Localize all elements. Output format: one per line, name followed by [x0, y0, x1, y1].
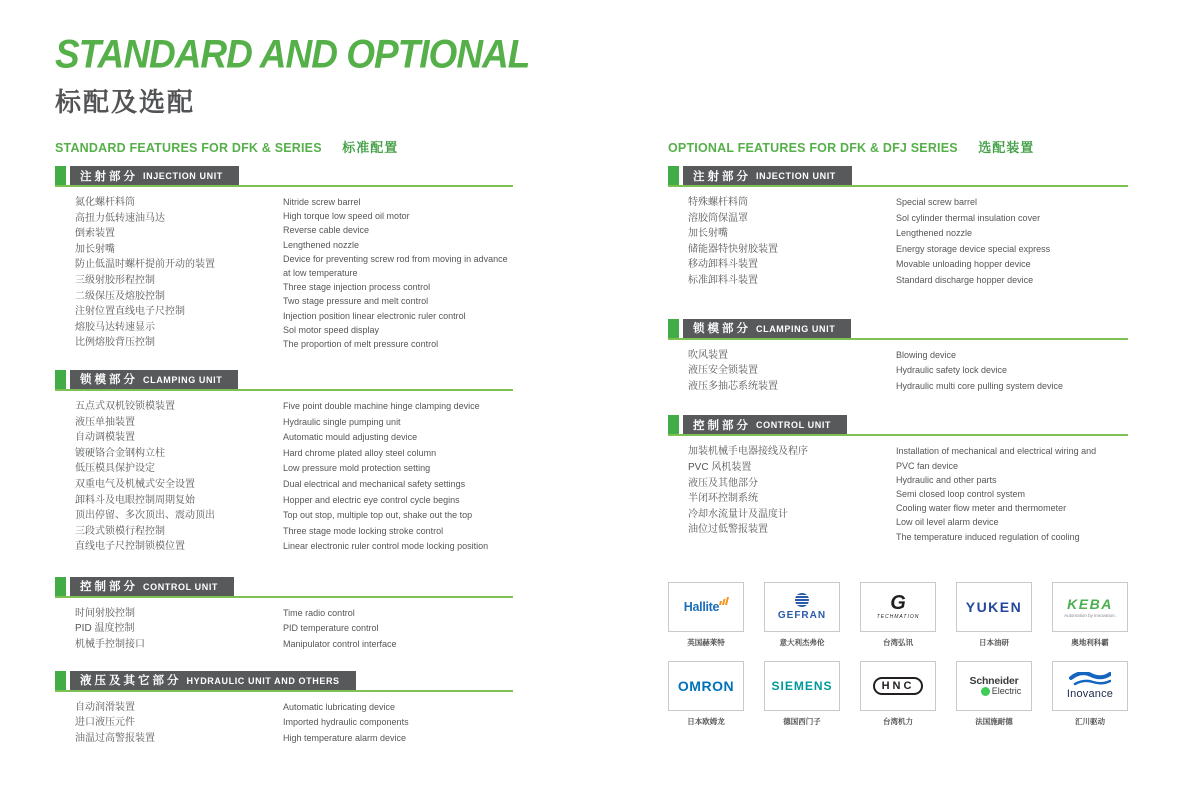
- feature-item-zh: 顶出停留、多次顶出、震动顶出: [75, 510, 215, 522]
- brand-card-omron: [668, 661, 744, 711]
- feature-item-zh: 液压安全锁装置: [688, 365, 758, 377]
- feature-item-en: Semi closed loop control system: [896, 488, 1026, 499]
- feature-item-zh: 比例熔胶背压控制: [75, 337, 155, 349]
- feature-item-zh: PVC 风机装置: [688, 461, 752, 473]
- section-title-zh: 注射部分: [693, 170, 751, 183]
- section-title-en: CONTROL UNIT: [756, 420, 832, 431]
- feature-item-en: Reverse cable device: [283, 225, 370, 236]
- feature-list-zh: [688, 195, 893, 289]
- brand-caption: 台湾弘讯: [883, 637, 913, 647]
- feature-list-en: [283, 195, 514, 351]
- section-title-en: INJECTION UNIT: [143, 171, 223, 181]
- brand-caption: 意大利杰弗伦: [779, 637, 825, 647]
- schneider-electric-row: Electric: [981, 686, 1022, 696]
- section-header: [55, 577, 513, 598]
- feature-item-en: Low pressure mold protection setting: [283, 463, 431, 474]
- feature-item-zh: 二级保压及熔胶控制: [75, 290, 165, 302]
- feature-item-en: Hopper and electric eye control cycle begins: [283, 494, 460, 505]
- feature-item-zh: 特殊螺杆料筒: [688, 197, 748, 208]
- standard-subtitle-en: STANDARD FEATURES FOR DFK & SERIES: [55, 141, 322, 155]
- section-body: [55, 399, 513, 555]
- brand-caption: 台湾机力: [883, 716, 913, 726]
- feature-item-en: Hydraulic and other parts: [896, 474, 997, 485]
- standard-subtitle-zh: 标准配置: [342, 140, 399, 155]
- section-header-bar: [70, 370, 238, 389]
- feature-item-en: Standard discharge hopper device: [896, 274, 1034, 285]
- brand-card-schneider: [956, 661, 1032, 711]
- section-optional-control-unit: [668, 415, 1128, 542]
- feature-list-en: [896, 348, 1127, 395]
- section-header: [55, 166, 513, 187]
- section-body: [668, 195, 1128, 289]
- feature-item-zh: 加装机械手电器接线及程序: [688, 446, 808, 458]
- section-header: [668, 319, 1128, 340]
- feature-item-zh: 低压模具保护设定: [75, 463, 155, 475]
- keba-logo: KEBA: [1067, 595, 1113, 612]
- brand-omron: [668, 661, 744, 727]
- section-underline: [668, 338, 1128, 340]
- section-title-en: HYDRAULIC UNIT AND OTHERS: [186, 675, 340, 686]
- feature-item-en: Injection position linear electronic ruler control: [283, 310, 466, 321]
- section-title-zh: 锁模部分: [80, 374, 138, 387]
- feature-item-en: Lengthened nozzle: [283, 239, 360, 250]
- brand-gefran: [764, 582, 840, 648]
- section-body: [668, 348, 1128, 395]
- feature-item-en: Two stage pressure and melt control: [283, 296, 429, 307]
- feature-item-en: Hydraulic safety lock device: [896, 365, 1008, 376]
- feature-item-zh: 油温过高警报装置: [75, 732, 155, 744]
- hallite-logo: Hallite: [684, 600, 728, 614]
- feature-item-en: Three stage mode locking stroke control: [283, 525, 444, 536]
- siemens-logo: SIEMENS: [771, 678, 833, 693]
- section-title-en: CONTROL UNIT: [143, 581, 219, 592]
- green-square-marker: [55, 577, 66, 596]
- hallite-flame-icon: [719, 597, 729, 605]
- section-standard-injection-unit: [55, 166, 513, 351]
- feature-item-zh: 液压单抽装置: [75, 416, 135, 428]
- brand-card-techmation: [860, 582, 936, 632]
- section-standard-clamping-unit: [55, 370, 513, 555]
- feature-item-zh: 机械手控制接口: [75, 639, 145, 651]
- feature-item-zh: 时间射胶控制: [75, 607, 135, 619]
- brand-card-yuken: [956, 582, 1032, 632]
- section-header: [55, 671, 513, 692]
- section-underline: [668, 185, 1128, 187]
- green-square-marker: [668, 166, 679, 185]
- feature-item-en: Automatic lubricating device: [283, 701, 396, 712]
- section-header: [55, 370, 513, 391]
- green-square-marker: [55, 166, 66, 185]
- green-square-marker: [55, 370, 66, 389]
- feature-list-zh: [75, 399, 280, 555]
- section-body: [55, 606, 513, 653]
- section-standard-hydraulic-unit: [55, 671, 513, 747]
- gefran-logo: GEFRAN: [777, 609, 827, 621]
- hnc-logo: HNC: [873, 677, 924, 695]
- feature-item-en: Linear electronic ruler control mode locking position: [283, 541, 489, 552]
- feature-list-zh: [688, 444, 893, 538]
- feature-item-en: Cooling water flow meter and thermometer: [896, 503, 1067, 514]
- section-header-bar: [683, 166, 852, 185]
- feature-item-zh: 进口液压元件: [75, 717, 135, 729]
- section-title-zh: 液压及其它部分: [80, 675, 182, 688]
- feature-item-zh: 高扭力低转速油马达: [75, 212, 165, 224]
- brand-card-hallite: [668, 582, 744, 632]
- feature-item-en: Imported hydraulic components: [283, 717, 409, 728]
- brand-card-inovance: [1052, 661, 1128, 711]
- section-standard-control-unit: [55, 577, 513, 653]
- feature-list-zh: [75, 606, 280, 653]
- section-header-bar: [70, 671, 356, 690]
- omron-logo: OMRON: [677, 677, 735, 694]
- brand-caption: 英国赫莱特: [687, 637, 725, 647]
- feature-item-zh: 直线电子尺控制锁模位置: [75, 541, 185, 553]
- gefran-globe-icon: [795, 593, 809, 607]
- feature-list-zh: [688, 348, 893, 395]
- feature-item-en: Low oil level alarm device: [896, 517, 999, 528]
- keba-tagline: Automation by innovation.: [1064, 612, 1116, 618]
- feature-item-en: Blowing device: [896, 349, 957, 360]
- feature-item-zh: 防止低温时螺杆提前开动的装置: [75, 259, 215, 271]
- section-title-zh: 注射部分: [80, 170, 138, 183]
- feature-item-zh: 卸料斗及电眼控制周期复始: [75, 494, 195, 506]
- feature-item-en: Dual electrical and mechanical safety settings: [283, 478, 466, 489]
- section-title-en: CLAMPING UNIT: [143, 374, 223, 385]
- feature-item-en: Lengthened nozzle: [896, 228, 973, 239]
- feature-item-zh: 标准卸料斗装置: [688, 274, 758, 286]
- feature-item-zh: 冷却水流量计及温度计: [688, 508, 788, 520]
- brand-yuken: [956, 582, 1032, 648]
- feature-list-en: [896, 195, 1127, 289]
- feature-item-zh: 五点式双机铰锁模装置: [75, 400, 175, 412]
- page-title-en: STANDARD AND OPTIONAL: [55, 32, 530, 77]
- feature-item-zh: 溶胶筒保温罩: [688, 212, 748, 224]
- brand-card-gefran: [764, 582, 840, 632]
- green-square-marker: [668, 415, 679, 434]
- feature-item-zh: 双重电气及机械式安全设置: [75, 478, 195, 490]
- section-underline: [668, 434, 1128, 436]
- brand-card-siemens: [764, 661, 840, 711]
- feature-list-en: [283, 606, 514, 653]
- feature-item-zh: 注射位置直线电子尺控制: [75, 306, 185, 318]
- inovance-logo: Inovance: [1066, 687, 1114, 700]
- section-title-en: INJECTION UNIT: [756, 171, 836, 181]
- feature-list-en: [283, 399, 514, 555]
- brand-caption: 法国施耐德: [975, 716, 1013, 726]
- feature-item-zh: 三段式锁模行程控制: [75, 525, 165, 537]
- section-title-zh: 锁模部分: [693, 323, 751, 336]
- feature-item-en: Hard chrome plated alloy steel column: [283, 447, 437, 458]
- feature-item-zh: 镀硬铬合金钢构立柱: [75, 447, 165, 459]
- feature-item-en: Sol cylinder thermal insulation cover: [896, 212, 1041, 223]
- brand-hallite: [668, 582, 744, 648]
- feature-item-en: High temperature alarm device: [283, 732, 407, 743]
- feature-item-en: Hydraulic single pumping unit: [283, 416, 401, 427]
- feature-item-zh: 油位过低警报装置: [688, 524, 768, 536]
- techmation-logo: TECHMATION: [876, 613, 920, 620]
- section-header-bar: [70, 577, 234, 596]
- optional-subtitle: [668, 130, 1128, 153]
- feature-item-en: Movable unloading hopper device: [896, 259, 1031, 270]
- feature-item-zh: 自动润滑装置: [75, 701, 135, 713]
- brand-caption: 奥地利科霸: [1071, 637, 1109, 647]
- feature-item-en: Five point double machine hinge clamping device: [283, 400, 480, 411]
- section-underline: [55, 596, 513, 598]
- feature-item-en: Device for preventing screw rod from moving in advance at low temperature: [283, 253, 508, 279]
- inovance-wave-icon: [1069, 672, 1111, 687]
- brand-schneider: [956, 661, 1032, 727]
- brand-siemens: [764, 661, 840, 727]
- feature-item-zh: 液压多抽芯系统装置: [688, 380, 778, 392]
- feature-item-zh: 氮化螺杆料筒: [75, 197, 135, 208]
- optional-features-column: [668, 130, 1128, 727]
- feature-item-en: The temperature induced regulation of cooling: [896, 531, 1080, 542]
- feature-list-zh: [75, 700, 280, 747]
- section-body: [668, 444, 1128, 542]
- feature-item-en: Nitride screw barrel: [283, 197, 361, 207]
- section-optional-clamping-unit: [668, 319, 1128, 395]
- optional-subtitle-zh: 选配装置: [978, 140, 1035, 155]
- feature-item-en: Installation of mechanical and electrical wiring and: [896, 446, 1097, 457]
- brand-keba: [1052, 582, 1128, 648]
- feature-item-zh: 加长射嘴: [688, 228, 728, 240]
- brand-caption: 日本油研: [979, 637, 1009, 647]
- section-header: [668, 166, 1128, 187]
- brand-caption: 日本欧姆龙: [687, 716, 725, 726]
- section-header: [668, 415, 1128, 436]
- schneider-green-icon: [981, 687, 990, 696]
- section-body: [55, 700, 513, 747]
- feature-item-zh: 熔胶马达转速显示: [75, 321, 155, 333]
- page-title-block: [55, 32, 529, 119]
- page-title-zh: 标配及选配: [55, 87, 196, 117]
- section-underline: [55, 690, 513, 692]
- feature-list-zh: [75, 195, 280, 351]
- feature-item-zh: 加长射嘴: [75, 243, 115, 255]
- feature-item-zh: PID 温度控制: [75, 623, 135, 635]
- feature-item-en: High torque low speed oil motor: [283, 211, 410, 222]
- section-optional-injection-unit: [668, 166, 1128, 289]
- feature-item-en: Hydraulic multi core pulling system device: [896, 380, 1064, 391]
- feature-item-en: The proportion of melt pressure control: [283, 339, 439, 350]
- feature-item-zh: 半闭环控制系统: [688, 493, 758, 505]
- section-underline: [55, 185, 513, 187]
- section-title-zh: 控制部分: [80, 581, 138, 594]
- brand-card-hnc: [860, 661, 936, 711]
- supplier-brands-grid: [668, 582, 1128, 727]
- feature-list-en: [283, 700, 514, 747]
- green-square-marker: [55, 671, 66, 690]
- schneider-logo: Schneider: [969, 675, 1019, 688]
- feature-item-zh: 倒索装置: [75, 228, 115, 240]
- techmation-g-icon: G: [890, 591, 906, 614]
- feature-item-zh: 移动卸料斗装置: [688, 259, 758, 271]
- standard-features-column: [55, 130, 513, 746]
- section-title-en: CLAMPING UNIT: [756, 323, 836, 334]
- feature-item-zh: 三级射胶形程控制: [75, 274, 155, 286]
- brand-hnc: [860, 661, 936, 727]
- feature-item-zh: 储能器特快射胶装置: [688, 243, 778, 255]
- brand-card-keba: [1052, 582, 1128, 632]
- section-header-bar: [683, 319, 851, 338]
- feature-item-zh: 吹风装置: [688, 349, 728, 361]
- section-header-bar: [683, 415, 847, 434]
- brand-techmation: [860, 582, 936, 648]
- yuken-logo: YUKEN: [965, 598, 1023, 615]
- feature-item-en: Energy storage device special express: [896, 243, 1051, 254]
- feature-item-en: Top out stop, multiple top out, shake out the top: [283, 510, 473, 521]
- feature-item-en: PID temperature control: [283, 623, 379, 634]
- feature-item-en: Time radio control: [283, 607, 355, 618]
- standard-subtitle: [55, 130, 513, 153]
- green-square-marker: [668, 319, 679, 338]
- section-body: [55, 195, 513, 351]
- brand-caption: 汇川驱动: [1075, 716, 1105, 726]
- feature-item-en: Three stage injection process control: [283, 282, 431, 293]
- feature-list-en: [896, 444, 1127, 543]
- feature-item-zh: 液压及其他部分: [688, 477, 758, 489]
- feature-item-zh: 自动调模装置: [75, 432, 135, 444]
- feature-item-en: Sol motor speed display: [283, 324, 380, 335]
- feature-item-en: PVC fan device: [896, 460, 959, 471]
- brand-caption: 德国西门子: [783, 716, 821, 726]
- section-header-bar: [70, 166, 239, 185]
- optional-subtitle-en: OPTIONAL FEATURES FOR DFK & DFJ SERIES: [668, 141, 958, 155]
- section-title-zh: 控制部分: [693, 419, 751, 432]
- brand-inovance: [1052, 661, 1128, 727]
- feature-item-en: Manipulator control interface: [283, 639, 397, 650]
- feature-item-en: Special screw barrel: [896, 197, 978, 207]
- section-underline: [55, 389, 513, 391]
- feature-item-en: Automatic mould adjusting device: [283, 432, 418, 443]
